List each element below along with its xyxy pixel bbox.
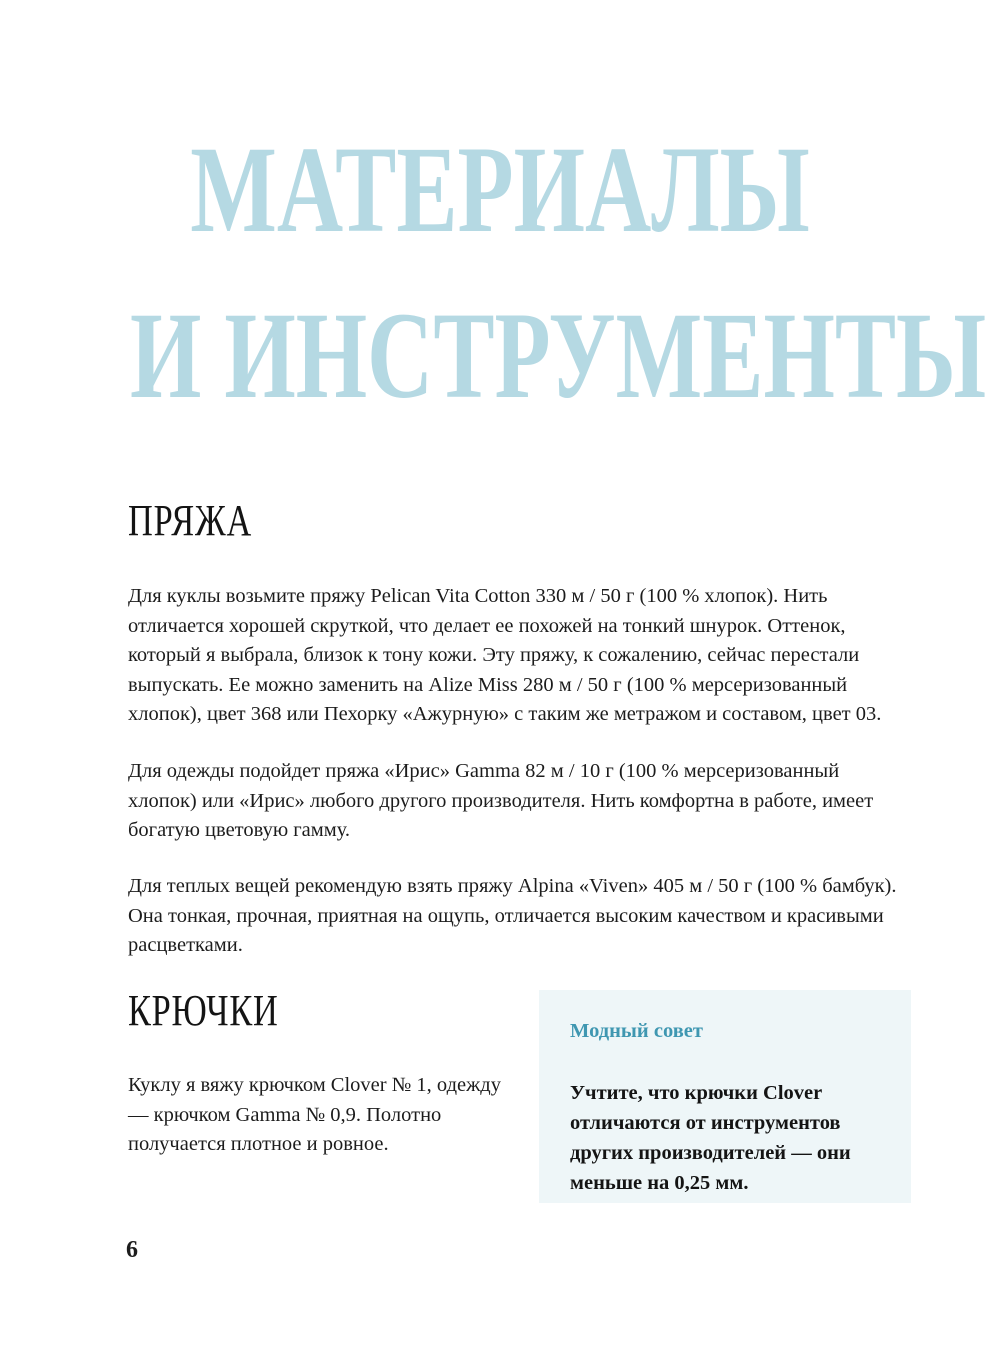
hooks-paragraph: Куклу я вяжу крючком Clover № 1, одежду — крючком Gamma № 0,9. Полотно получается плотное и ровное.	[128, 1074, 501, 1155]
page-title-line-1: МАТЕРИАЛЫ	[190, 121, 810, 258]
section-heading-yarn: ПРЯЖА	[128, 496, 253, 545]
tip-title: Модный совет	[570, 1020, 703, 1042]
page-number: 6	[126, 1237, 138, 1263]
tip-text: Учтите, что крючки Clover отличаются от инструментов других производителей — они меньше на 0,25 мм.	[570, 1082, 851, 1194]
yarn-paragraph-warm-clothes: Для теплых вещей рекомендую взять пряжу Alpina «Viven» 405 м / 50 г (100 % бамбук). Она тонкая, прочная, приятная на ощупь, отличается высоким качеством и красивыми расцветками.	[128, 875, 897, 956]
fashion-tip-box	[539, 990, 911, 1203]
yarn-paragraph-doll: Для куклы возьмите пряжу Pelican Vita Cotton 330 м / 50 г (100 % хлопок). Нить отличается хорошей скруткой, что делает ее похожей на тонкий шнурок. Оттенок, который я выбрала, близок к тону кожи. Эту пряжу, к сожалению, сейчас перестали выпускать. Ее можно заменить на Alize Miss 280 м / 50 г (100 % мерсеризованный хлопок), цвет 368 или Пехорку «Ажурную» с таким же метражом и составом, цвет 03.	[128, 585, 882, 725]
yarn-paragraph-clothes: Для одежды подойдет пряжа «Ирис» Gamma 82 м / 10 г (100 % мерсеризованный хлопок) или «Ирис» любого другого производителя. Нить комфортна в работе, имеет богатую цветовую гамму.	[128, 760, 874, 841]
section-heading-hooks: КРЮЧКИ	[128, 986, 279, 1035]
page-title-line-2: И ИНСТРУМЕНТЫ	[130, 287, 987, 424]
